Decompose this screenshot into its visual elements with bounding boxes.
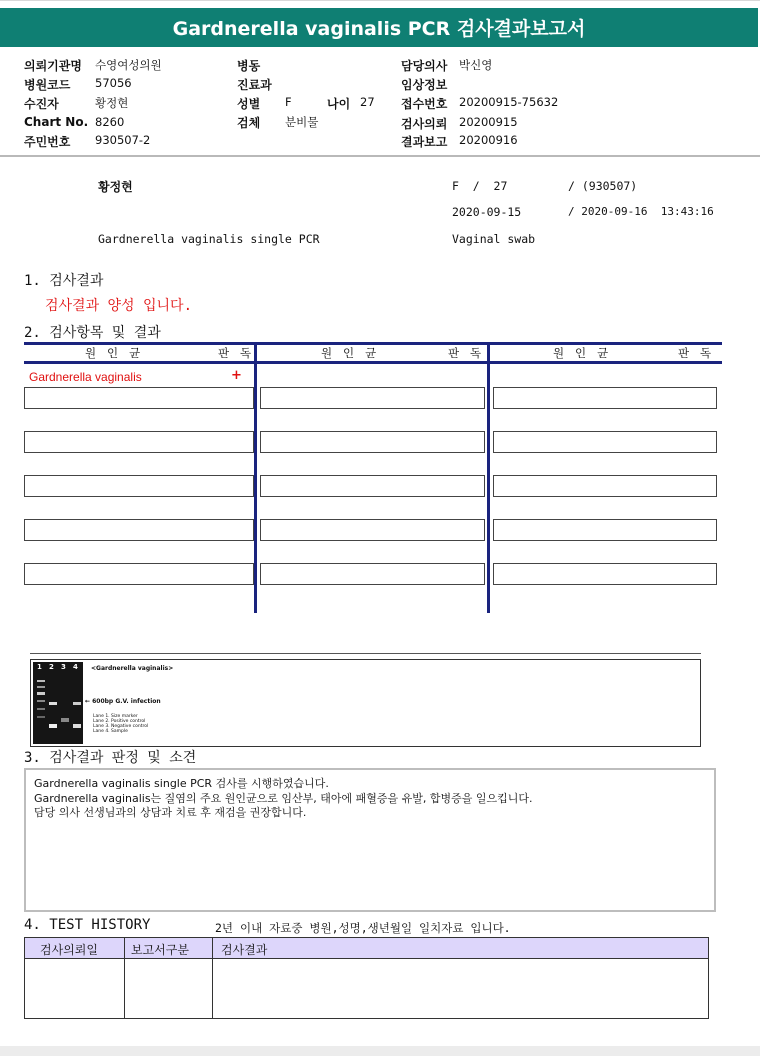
history-col-divider [212,938,213,1018]
result-box [24,519,254,541]
history-col-report-type: 보고서구분 [131,943,189,957]
lane-number: 1 [37,663,42,671]
lane-number: 3 [61,663,66,671]
col-judgement-3: 판 독 [678,346,714,360]
section4-heading: 4. TEST HISTORY [24,917,151,933]
opinion-line: 담당 의사 선생님과의 상담과 치료 후 재검을 권장합니다. [34,806,307,819]
column-divider-2 [487,342,490,613]
request-date-value: 20200915 [459,115,518,129]
section3-heading: 3. 검사결과 판정 및 소견 [24,750,197,766]
summary-birth: / (930507) [568,179,638,193]
result-box [260,387,485,409]
doctor-label: 담당의사 [401,59,448,73]
history-table [24,937,709,1019]
result-box [493,519,717,541]
gel-legend-item: Lane 1. Size marker [93,714,138,719]
chart-no-value: 8260 [95,115,125,129]
opinion-line: Gardnerella vaginalis single PCR 검사를 시행하였습니다. [34,777,329,790]
section2-heading: 2. 검사항목 및 결과 [24,325,161,341]
history-col-request-date: 검사의뢰일 [40,943,98,957]
resident-no-value: 930507-2 [95,133,151,147]
gel-image [33,662,83,744]
col-pathogen-2: 원 인 균 [321,346,379,360]
row-pathogen: Gardnerella vaginalis [29,370,142,384]
gel-top-rule [30,653,701,654]
sex-label: 성별 [237,97,261,111]
institution-label: 의뢰기관명 [24,59,82,73]
summary-name: 황정현 [98,180,133,194]
gel-legend-item: Lane 3. Negative control [93,724,149,729]
gel-legend-item: Lane 4. Sample [93,729,128,734]
report-title: Gardnerella vaginalis PCR 검사결과보고서 [172,18,586,40]
col-judgement-1: 판 독 [218,346,254,360]
request-date-label: 검사의뢰 [401,117,448,131]
sex-value: F [285,95,292,109]
result-box [24,387,254,409]
lane-number: 4 [73,663,78,671]
resident-no-label: 주민번호 [24,135,71,149]
result-text: 검사결과 양성 입니다. [45,298,193,314]
result-box [493,475,717,497]
specimen-value: 분비물 [285,115,319,129]
summary-request-date: 2020-09-15 [452,205,522,219]
chart-no-label: Chart No. [24,115,89,129]
age-label: 나이 [327,97,351,111]
footer-bar [0,1046,760,1056]
report-title-bar [0,8,758,47]
result-box [260,431,485,453]
hospital-code-label: 병원코드 [24,78,71,92]
report-date-value: 20200916 [459,133,518,147]
section1-heading: 1. 검사결과 [24,273,104,289]
gel-figure [30,659,701,747]
result-box [24,475,254,497]
receipt-no-label: 접수번호 [401,97,448,111]
gel-band-label: ← 600bp G.V. infection [85,698,161,705]
col-judgement-2: 판 독 [448,346,484,360]
summary-report-datetime: / 2020-09-16 13:43:16 [568,205,714,218]
history-header-row [25,938,708,959]
result-box [493,431,717,453]
gel-title: <Gardnerella vaginalis> [91,665,174,672]
row-judgement: + [231,368,242,383]
specimen-label: 검체 [237,116,261,130]
header-separator [0,155,760,157]
gel-bands [33,662,83,744]
lane-number: 2 [49,663,54,671]
clinical-info-label: 임상정보 [401,78,448,92]
summary-specimen: Vaginal swab [452,232,536,246]
opinion-line: Gardnerella vaginalis는 질염의 주요 원인균으로 임산부, 태아에 패혈증을 유발, 합병증을 일으킵니다. [34,791,533,805]
doctor-value: 박신영 [459,58,493,72]
top-border [0,0,760,1]
result-box [493,563,717,585]
result-box [260,475,485,497]
ward-label: 병동 [237,59,261,73]
department-label: 진료과 [237,78,272,92]
opinion-text [34,777,533,821]
institution-value: 수영여성의원 [95,58,162,72]
report-date-label: 결과보고 [401,135,448,149]
result-box [24,563,254,585]
summary-test-name: Gardnerella vaginalis single PCR [98,232,320,246]
result-box [24,431,254,453]
history-col-result: 검사결과 [221,943,268,957]
col-pathogen-3: 원 인 균 [553,346,611,360]
age-value: 27 [360,95,375,109]
table-header-line [24,361,722,364]
opinion-box [24,768,716,912]
patient-value: 황정현 [95,96,129,110]
history-note: 2년 이내 자료중 병원,성명,생년월일 일치자료 입니다. [215,921,511,935]
receipt-no-value: 20200915-75632 [459,95,559,109]
column-divider-1 [254,342,257,613]
result-box [260,519,485,541]
result-box [260,563,485,585]
summary-sex-age: F / 27 [452,179,508,193]
patient-label: 수진자 [24,97,59,111]
hospital-code-value: 57056 [95,76,132,90]
history-col-divider [124,938,125,1018]
gel-legend-item: Lane 2. Positive control [93,719,146,724]
result-box [493,387,717,409]
col-pathogen-1: 원 인 균 [85,346,143,360]
